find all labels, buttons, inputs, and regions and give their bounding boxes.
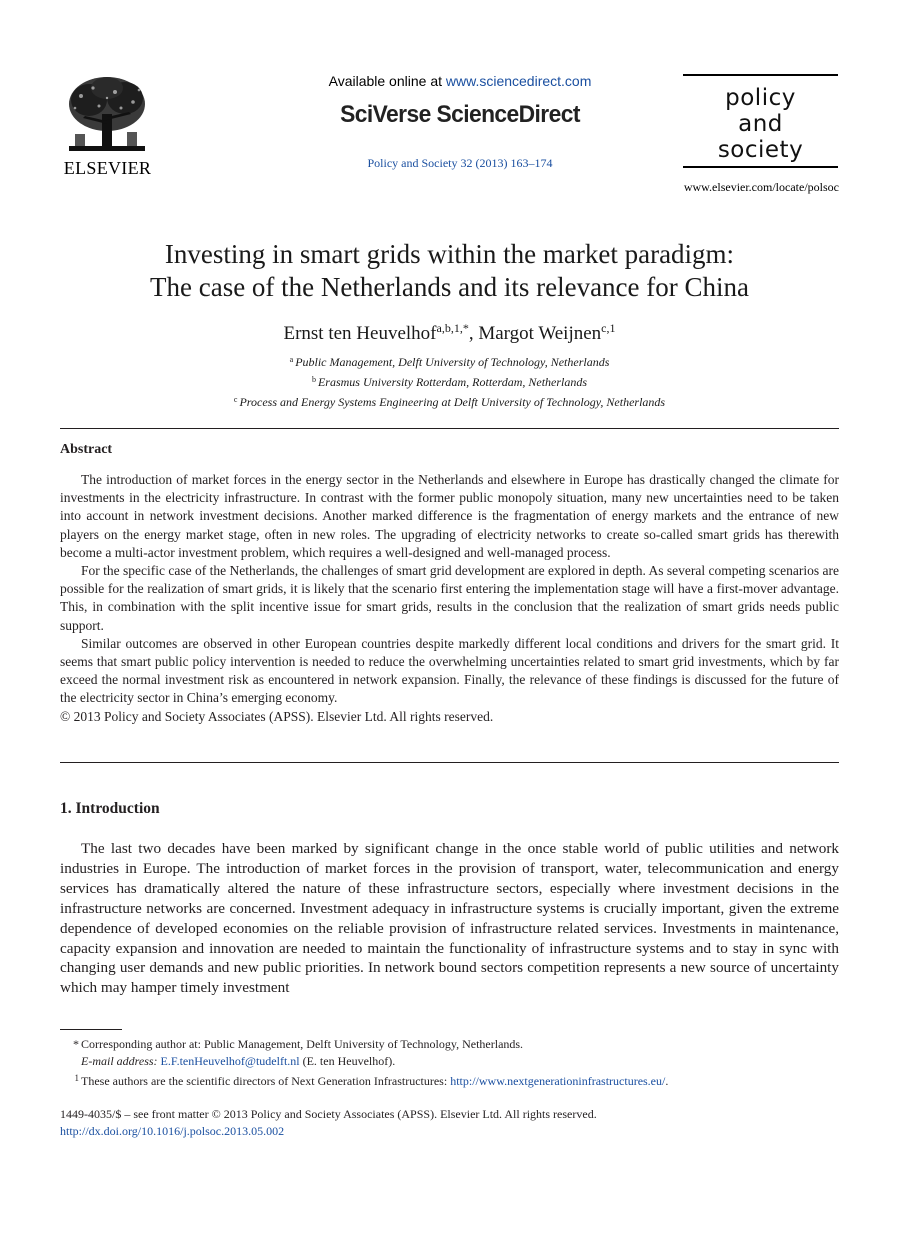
abstract-paragraph: For the specific case of the Netherlands, the challenges of smart grid development are explored in depth. As several competing scenarios are possible for the realization of smart grids, it is likely that the scenario first entering the implementation stage will have a first-mover advantage. This, in combination with the split incentive issue for smart grids, results in the conclusion that the realization of smart grids needs public support. bbox=[60, 563, 839, 633]
journal-logo bbox=[683, 74, 838, 168]
section-body: The last two decades have been marked by significant change in the once stable world of public utilities and network industries in Europe. The introduction of market forces in the provision of transport, water, telecommunication and energy services has dramatically altered the nature of these infrastructure sectors, especially where investment decisions in the infrastructure networks are concerned. Investment adequacy in infrastructure systems is crucially important, given the extreme dependence of developed economies on the reliable provision of infrastructure related services. Investments in maintenance, capacity expansion and innovation are needed to maintain the functionality of infrastructure systems and to stay in sync with changing user demands and new public priorities. In network bound sectors competition represents a new source of uncertainty which may hamper timely investment bbox=[60, 840, 839, 997]
author-name[interactable]: Ernst ten Heuvelhof bbox=[283, 323, 437, 344]
abstract-paragraph: Similar outcomes are observed in other European countries despite markedly different local conditions and drivers for the smart grid. It seems that smart public policy intervention is needed to reduce the overwhelming uncertainties related to smart grid investments, which by far exceed the normal investment risk as encountered in network expansion. Finally, the relevance of these findings is discussed for the future of the electricity sector in China’s emerging economy. bbox=[60, 635, 839, 706]
issn-line: 1449-4035/$ – see front matter © 2013 Policy and Society Associates (APSS). Elsevier Ltd. All rights reserved. bbox=[60, 1107, 597, 1121]
author-marks[interactable]: c,1 bbox=[601, 321, 616, 335]
footnote-1: 1 These authors are the scientific directors of Next Generation Infrastructures: http://www.nextgenerationinfrastructures.eu/. bbox=[74, 1073, 669, 1088]
abstract-copyright: © 2013 Policy and Society Associates (APSS). Elsevier Ltd. All rights reserved. bbox=[60, 708, 494, 724]
divider bbox=[60, 428, 839, 429]
article-title: Investing in smart grids within the market paradigm: The case of the Netherlands and its relevance for China bbox=[150, 239, 749, 302]
journal-header bbox=[250, 72, 670, 171]
logo-line-3: society bbox=[717, 137, 804, 163]
author-marks[interactable]: a,b,1,* bbox=[436, 321, 469, 335]
section-heading: 1. Introduction bbox=[60, 800, 160, 817]
logo-line-2: and bbox=[738, 111, 783, 137]
email-link[interactable]: E.F.tenHeuvelhof@tudelft.nl bbox=[160, 1054, 300, 1068]
footnote-email: E-mail address: E.F.tenHeuvelhof@tudelft.nl (E. ten Heuvelhof). bbox=[81, 1054, 396, 1068]
affiliation: $^c$ Process and Energy Systems Engineering at Delft University of Technology, Netherlands bbox=[233, 395, 666, 409]
divider bbox=[60, 762, 839, 763]
author-list: Ernst ten Heuvelhof$^{a,b,1,*}$, Margot Weijnen$^{c,1}$ bbox=[283, 321, 616, 344]
sciencedirect-link[interactable]: www.sciencedirect.com bbox=[445, 73, 592, 89]
doi-link[interactable]: http://dx.doi.org/10.1016/j.polsoc.2013.05.002 bbox=[60, 1124, 285, 1138]
affiliation: $^b$ Erasmus University Rotterdam, Rotterdam, Netherlands bbox=[311, 375, 588, 389]
logo-line-1: policy bbox=[725, 85, 796, 111]
available-online: Available online at www.sciencedirect.com bbox=[328, 73, 592, 89]
elsevier-logo bbox=[60, 74, 155, 180]
abstract-paragraph: The introduction of market forces in the energy sector in the Netherlands and elsewhere in Europe has drastically changed the climate for investments in the electricity infrastructure. In contrast with the former public monopoly situation, many new uncertainties need to be taken into account in network investment decisions. Another marked difference is the fragmentation of energy markets and the entrance of new players on the energy market stage, often in new roles. The upgrading of electricity networks to create so-called smart grids has therewith become a multi-actor investment problem, which requires a well-designed and well-managed process. bbox=[60, 472, 839, 560]
affiliations bbox=[60, 351, 839, 411]
footnote-rule bbox=[60, 1029, 122, 1030]
ngi-link[interactable]: http://www.nextgenerationinfrastructures.eu/ bbox=[450, 1074, 666, 1088]
abstract-heading: Abstract bbox=[60, 442, 113, 457]
abstract-body bbox=[60, 471, 839, 726]
journal-homepage-link[interactable]: www.elsevier.com/locate/polsoc bbox=[683, 180, 839, 194]
footnote-corresponding: * Corresponding author at: Public Management, Delft University of Technology, Netherlands. bbox=[73, 1037, 524, 1051]
author-name[interactable]: Margot Weijnen bbox=[478, 323, 602, 344]
elsevier-wordmark: ELSEVIER bbox=[63, 158, 152, 178]
sciverse-logo: SciVerse ScienceDirect bbox=[340, 101, 580, 128]
journal-reference-link[interactable]: Policy and Society 32 (2013) 163–174 bbox=[367, 156, 553, 170]
logo-rule-bottom bbox=[683, 166, 838, 168]
affiliation: $^a$ Public Management, Delft University of Technology, Netherlands bbox=[289, 355, 610, 369]
elsevier-tree-icon bbox=[63, 74, 151, 158]
